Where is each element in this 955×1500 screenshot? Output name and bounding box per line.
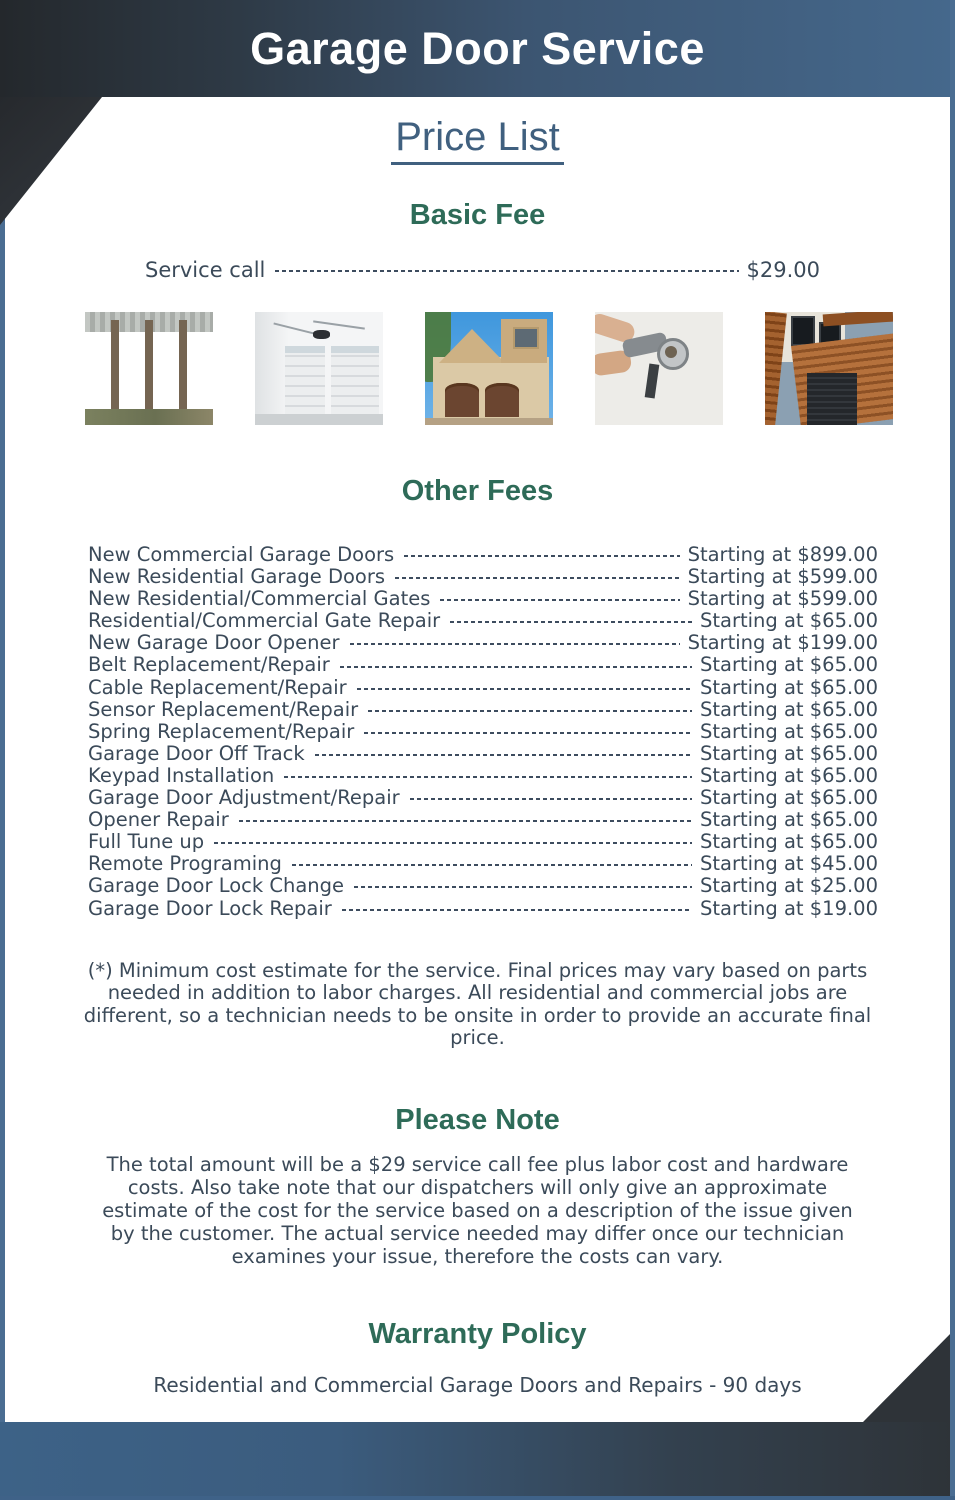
fee-price: Starting at $199.00 (687, 631, 878, 655)
fee-label: New Residential Garage Doors (88, 565, 385, 589)
warranty-policy-body: Residential and Commercial Garage Doors and Repairs - 90 days (153, 1372, 802, 1397)
grass-strip (85, 409, 213, 425)
fee-row (88, 699, 878, 721)
fee-price: Starting at $65.00 (699, 675, 878, 699)
fee-price: Starting at $65.00 (699, 786, 878, 810)
fee-row (88, 898, 878, 920)
dashed-leader (368, 710, 692, 712)
service-call-row (145, 258, 820, 282)
wall-hole (665, 346, 677, 358)
basic-fee-heading: Basic Fee (409, 199, 546, 231)
fee-row (88, 610, 878, 632)
fee-row (88, 654, 878, 676)
photos-row (85, 312, 893, 425)
dark-roller-door (807, 373, 857, 425)
fee-price: Starting at $65.00 (699, 763, 878, 787)
dashed-leader (315, 754, 692, 756)
dashed-leader (354, 886, 692, 888)
subtitle-wrap (0, 115, 955, 165)
fee-label: Cable Replacement/Repair (88, 675, 347, 699)
other-fees-heading: Other Fees (401, 475, 554, 507)
fee-row (88, 765, 878, 787)
fee-price: Starting at $65.00 (699, 830, 878, 854)
dashed-leader (284, 776, 692, 778)
dashed-leader (440, 599, 679, 601)
fee-price: Starting at $65.00 (699, 741, 878, 765)
fee-price: Starting at $599.00 (687, 587, 878, 611)
driveway (425, 418, 553, 425)
please-note-body: The total amount will be a $29 service call fee plus labor cost and hardware costs. Also take note that our dispatchers will only give an approximate estimate of the cost for the service based on a description of the issue given by the customer. The actual service needed may differ once our technician examines your issue, therefore the costs can vary. (102, 1152, 853, 1268)
dashed-leader (342, 909, 692, 911)
fee-row (88, 632, 878, 654)
fee-price: Starting at $65.00 (699, 719, 878, 743)
fee-price: Starting at $65.00 (699, 609, 878, 633)
dashed-leader (364, 732, 692, 734)
fee-row (88, 787, 878, 809)
fee-price: Starting at $65.00 (699, 653, 878, 677)
footer-band (0, 1422, 955, 1500)
fees-list (88, 544, 878, 920)
service-call-label: Service call (145, 258, 266, 282)
sectional-door-right (331, 346, 379, 415)
fee-row (88, 809, 878, 831)
ceiling-opener-unit (313, 330, 330, 339)
service-call-price: $29.00 (746, 258, 820, 282)
fee-label: Garage Door Adjustment/Repair (88, 786, 400, 810)
dashed-leader (214, 842, 692, 844)
fee-price: Starting at $45.00 (699, 852, 878, 876)
fee-label: Sensor Replacement/Repair (88, 697, 359, 721)
fee-row (88, 544, 878, 566)
fee-label: Keypad Installation (88, 763, 275, 787)
fee-row (88, 831, 878, 853)
fee-label: Garage Door Lock Repair (88, 896, 332, 920)
fee-label: Opener Repair (88, 808, 229, 832)
fee-row (88, 853, 878, 875)
fee-price: Starting at $599.00 (687, 565, 878, 589)
fee-row (88, 588, 878, 610)
upper-window (513, 327, 539, 349)
warranty-policy-heading: Warranty Policy (368, 1317, 587, 1350)
fee-price: Starting at $65.00 (699, 808, 878, 832)
fee-label: New Garage Door Opener (88, 631, 340, 655)
fee-price: Starting at $19.00 (699, 896, 878, 920)
wall-shade (255, 312, 289, 425)
page-border-right (950, 0, 955, 1500)
fee-label: Remote Programing (88, 852, 282, 876)
dashed-leader (410, 798, 692, 800)
fee-row (88, 566, 878, 588)
dashed-leader (239, 820, 692, 822)
garage-floor (255, 414, 383, 425)
window (791, 316, 815, 346)
dashed-leader (340, 666, 692, 668)
fee-row (88, 721, 878, 743)
photo-garage-interior-with-opener (255, 312, 383, 425)
fee-label: Full Tune up (88, 830, 205, 854)
fee-label: New Residential/Commercial Gates (88, 587, 431, 611)
photo-angle-grinder-on-wall (595, 312, 723, 425)
fee-row (88, 677, 878, 699)
page-title: Garage Door Service (250, 22, 705, 74)
fee-label: New Commercial Garage Doors (88, 543, 395, 566)
dashed-leader (404, 555, 679, 557)
fee-row (88, 743, 878, 765)
fee-price: Starting at $899.00 (687, 543, 878, 566)
sectional-door-left (285, 346, 325, 415)
please-note-heading: Please Note (395, 1103, 560, 1136)
dashed-leader (450, 621, 692, 623)
price-list-subtitle: Price List (391, 115, 564, 165)
dashed-leader (357, 688, 692, 690)
footnote: (*) Minimum cost estimate for the service. Final prices may vary based on parts needed in addition to labor charges. All residential and commercial jobs are different, so a technician needs to be onsite in order to provide an accurate final price. (83, 958, 872, 1050)
photo-house-with-two-garage-doors (425, 312, 553, 425)
dashed-leader (350, 643, 680, 645)
fee-row (88, 875, 878, 897)
dashed-leader (292, 864, 692, 866)
fee-price: Starting at $25.00 (699, 874, 878, 898)
page-border-bottom (0, 1496, 955, 1500)
fee-label: Residential/Commercial Gate Repair (88, 609, 441, 633)
fee-label: Garage Door Lock Change (88, 874, 345, 898)
dashed-leader (395, 577, 680, 579)
photo-modern-wood-clad-garage (765, 312, 893, 425)
dashed-leader (275, 270, 738, 272)
fee-label: Garage Door Off Track (88, 741, 305, 765)
photo-orange-storage-unit-doors (85, 312, 213, 425)
garage-door-left (445, 383, 479, 417)
fee-label: Belt Replacement/Repair (88, 653, 330, 677)
fee-label: Spring Replacement/Repair (88, 719, 355, 743)
door-posts (85, 320, 213, 415)
garage-door-right (485, 383, 519, 417)
fee-price: Starting at $65.00 (699, 697, 878, 721)
